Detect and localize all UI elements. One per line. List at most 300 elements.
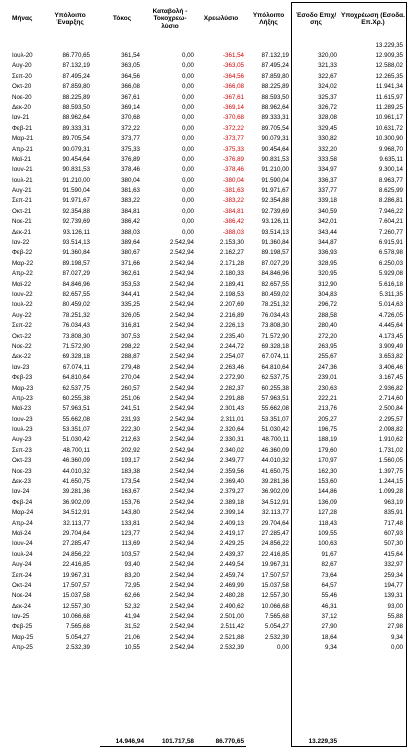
cell-closing-balance: 93.126,11 — [261, 218, 289, 226]
cell-liability: 9.968,70 — [378, 145, 403, 153]
cell-closing-balance: 91.210,00 — [261, 166, 289, 174]
cell-payment: 2.542,94 — [169, 592, 194, 600]
table-row — [0, 622, 409, 632]
table-row — [0, 61, 409, 71]
cell-income: 222,21 — [318, 394, 337, 402]
cell-opening-balance: 87.495,24 — [62, 72, 90, 80]
cell-month: Φεβ-24 — [12, 498, 33, 506]
cell-debit: -364,56 — [223, 72, 244, 80]
header-opening-balance: Υπόλοιπο Έναρξης — [54, 11, 86, 26]
cell-liability: 607,93 — [384, 529, 403, 537]
header-month: Μήνας — [12, 15, 33, 23]
cell-closing-balance: 87.495,24 — [261, 62, 289, 70]
cell-closing-balance: 62.537,75 — [261, 374, 289, 382]
cell-closing-balance: 92.354,88 — [261, 197, 289, 205]
cell-interest: 183,38 — [121, 467, 140, 475]
cell-closing-balance: 12.557,30 — [261, 592, 289, 600]
cell-closing-balance: 90.079,31 — [261, 135, 289, 143]
header-income: Έσοδο Επιχ/σης — [295, 11, 337, 26]
cell-income: 340,59 — [318, 207, 337, 215]
total-debit: 86.770,65 — [215, 738, 244, 745]
table-row — [0, 571, 409, 581]
cell-month: Σεπ-21 — [12, 197, 32, 205]
cell-month: Απρ-23 — [12, 394, 33, 402]
cell-liability: 9,34 — [390, 633, 403, 641]
cell-income: 322,67 — [318, 72, 337, 80]
cell-opening-balance: 24.856,22 — [62, 550, 90, 558]
cell-opening-balance: 92.354,88 — [62, 207, 90, 215]
cell-income: 205,27 — [318, 415, 337, 423]
cell-closing-balance: 88.962,64 — [261, 103, 289, 111]
cell-interest: 316,81 — [121, 322, 140, 330]
cell-interest: 72,95 — [124, 581, 140, 589]
cell-debit: 2.263,46 — [219, 363, 244, 371]
cell-month: Μαϊ-22 — [12, 280, 32, 288]
cell-debit: 2.153,30 — [219, 239, 244, 247]
cell-debit: 2.272,90 — [219, 374, 244, 382]
cell-payment: 2.542,94 — [169, 353, 194, 361]
table-row — [0, 539, 409, 549]
cell-closing-balance: 78.251,32 — [261, 301, 289, 309]
cell-debit: -367,61 — [223, 93, 244, 101]
table-row — [0, 51, 409, 61]
cell-income: 18,64 — [321, 633, 337, 641]
cell-debit: 2.532,39 — [219, 644, 244, 652]
cell-income: 37,12 — [321, 613, 337, 621]
cell-closing-balance: 34.512,91 — [261, 498, 289, 506]
cell-month: Δεκ-20 — [12, 103, 31, 111]
cell-income: 188,19 — [318, 436, 337, 444]
cell-closing-balance: 90.831,53 — [261, 155, 289, 163]
cell-liability: 8.625,99 — [378, 187, 403, 195]
cell-opening-balance: 15.037,58 — [62, 592, 90, 600]
cell-opening-balance: 86.770,65 — [62, 52, 90, 59]
cell-payment: 2.542,94 — [169, 384, 194, 392]
cell-debit: 2.282,37 — [219, 384, 244, 392]
cell-opening-balance: 87.132,19 — [62, 62, 90, 70]
cell-liability: 4.726,05 — [378, 311, 403, 319]
cell-opening-balance: 29.704,64 — [62, 529, 90, 537]
cell-income: 304,83 — [318, 290, 337, 298]
cell-liability: 7.260,77 — [378, 228, 403, 236]
cell-payment: 2.542,94 — [169, 426, 194, 434]
cell-liability: 3.406,46 — [378, 363, 403, 371]
table-row — [0, 591, 409, 601]
cell-month: Μαρ-21 — [12, 135, 34, 143]
header-payment: Καταβολή - Τοκοχρεω- λύσιο — [152, 7, 188, 30]
cell-liability: 9.635,11 — [379, 155, 403, 163]
cell-month: Ιαν-23 — [12, 363, 30, 371]
cell-payment: 0,00 — [181, 155, 194, 163]
header-debit: Χρεωλύσιο — [203, 15, 239, 23]
cell-debit: 2.330,31 — [219, 436, 244, 444]
table-row — [0, 384, 409, 394]
cell-opening-balance: 44.010,32 — [62, 467, 90, 475]
cell-income: 179,60 — [318, 446, 337, 454]
cell-debit: 2.244,72 — [219, 342, 244, 350]
cell-interest: 10,55 — [124, 644, 140, 652]
table-row — [0, 342, 409, 352]
cell-closing-balance: 88.593,50 — [261, 93, 289, 101]
cell-income: 320,00 — [318, 52, 337, 59]
cell-closing-balance: 69.328,18 — [261, 342, 289, 350]
header-interest: Τόκος — [112, 15, 132, 23]
cell-interest: 212,63 — [121, 436, 140, 444]
cell-opening-balance: 88.225,89 — [62, 93, 90, 101]
table-row — [0, 487, 409, 497]
cell-debit: 2.480,28 — [219, 592, 244, 600]
cell-opening-balance: 87.027,29 — [62, 270, 90, 278]
cell-opening-balance: 93.514,13 — [62, 239, 90, 247]
cell-liability: 507,30 — [384, 540, 403, 548]
cell-income: 272,20 — [318, 332, 337, 340]
cell-payment: 2.542,94 — [169, 623, 194, 631]
cell-month: Δεκ-21 — [12, 228, 31, 236]
cell-income: 144,86 — [318, 488, 337, 496]
cell-payment: 0,00 — [181, 218, 194, 226]
cell-payment: 0,00 — [181, 124, 194, 132]
table-row — [0, 186, 409, 196]
table-row — [0, 550, 409, 560]
cell-interest: 62,66 — [124, 592, 140, 600]
income-block-left-border — [291, 2, 292, 747]
cell-closing-balance: 87.132,19 — [261, 52, 289, 59]
cell-debit: 2.429,25 — [219, 540, 244, 548]
cell-closing-balance: 2.532,39 — [264, 633, 289, 641]
cell-month: Μαρ-22 — [12, 259, 34, 267]
cell-debit: 2.469,99 — [219, 581, 244, 589]
cell-debit: 2.449,54 — [219, 561, 244, 569]
table-row — [0, 290, 409, 300]
cell-month: Ιουλ-23 — [12, 426, 33, 434]
cell-payment: 0,00 — [181, 62, 194, 70]
cell-debit: 2.291,88 — [219, 394, 244, 402]
cell-opening-balance: 60.255,38 — [62, 394, 90, 402]
cell-closing-balance: 57.963,51 — [261, 394, 289, 402]
cell-debit: -381,63 — [223, 187, 244, 195]
cell-closing-balance: 82.657,55 — [261, 280, 289, 288]
cell-opening-balance: 93.126,11 — [62, 228, 90, 236]
cell-liability: 93,00 — [387, 602, 403, 610]
cell-debit: -383,22 — [223, 197, 244, 205]
cell-interest: 288,87 — [121, 353, 140, 361]
cell-closing-balance: 44.010,32 — [261, 457, 289, 465]
cell-liability: 6.915,91 — [378, 239, 403, 247]
cell-payment: 2.542,94 — [169, 436, 194, 444]
cell-payment: 2.542,94 — [169, 270, 194, 278]
table-row — [0, 332, 409, 342]
cell-month: Μαρ-24 — [12, 509, 34, 517]
total-income: 13.229,35 — [308, 738, 337, 745]
cell-closing-balance: 0,00 — [276, 644, 289, 652]
table-row — [0, 196, 409, 206]
cell-liability: 2.714,60 — [378, 394, 403, 402]
cell-interest: 372,22 — [121, 124, 140, 132]
cell-liability: 139,31 — [384, 592, 403, 600]
cell-month: Ιουλ-21 — [12, 176, 33, 184]
cell-income: 337,77 — [318, 187, 337, 195]
cell-interest: 93,40 — [124, 561, 140, 569]
cell-opening-balance: 34.512,91 — [62, 509, 90, 517]
cell-payment: 0,00 — [181, 83, 194, 91]
cell-opening-balance: 32.113,77 — [62, 519, 90, 527]
cell-interest: 378,46 — [121, 166, 140, 174]
table-row — [0, 311, 409, 321]
cell-payment: 2.542,94 — [169, 602, 194, 610]
cell-month: Απρ-22 — [12, 270, 33, 278]
table-row — [0, 248, 409, 258]
cell-income: 344,87 — [318, 239, 337, 247]
cell-interest: 366,08 — [121, 83, 140, 91]
cell-payment: 0,00 — [181, 176, 194, 184]
cell-month: Σεπ-20 — [12, 72, 32, 80]
cell-income: 326,72 — [318, 103, 337, 111]
cell-payment: 0,00 — [181, 145, 194, 153]
opening-liability-value: 13.229,35 — [375, 42, 403, 49]
cell-closing-balance: 91.590,04 — [261, 176, 289, 184]
cell-debit: 2.216,89 — [219, 311, 244, 319]
table-row — [0, 467, 409, 477]
cell-closing-balance: 64.810,64 — [261, 363, 289, 371]
cell-interest: 41,94 — [124, 613, 140, 621]
cell-interest: 371,66 — [121, 259, 140, 267]
cell-month: Οκτ-24 — [12, 581, 32, 589]
cell-income: 332,20 — [318, 145, 337, 153]
cell-income: 280,40 — [318, 322, 337, 330]
table-row — [0, 82, 409, 92]
income-block-top-border — [291, 2, 407, 3]
cell-interest: 353,53 — [121, 280, 140, 288]
cell-interest: 193,17 — [121, 457, 140, 465]
cell-payment: 2.542,94 — [169, 467, 194, 475]
header-closing-balance: Υπόλοιπο Λήξης — [252, 11, 285, 26]
cell-liability: 55,88 — [387, 613, 403, 621]
cell-opening-balance: 91.210,00 — [62, 176, 90, 184]
cell-month: Αυγ-21 — [12, 187, 32, 195]
table-row — [0, 612, 409, 622]
cell-closing-balance: 32.113,77 — [261, 509, 289, 517]
cell-debit: -375,33 — [223, 145, 244, 153]
cell-closing-balance: 73.808,30 — [261, 322, 289, 330]
cell-opening-balance: 82.657,55 — [62, 290, 90, 298]
cell-liability: 10.961,17 — [375, 114, 403, 122]
cell-liability: 0,00 — [390, 644, 403, 652]
cell-opening-balance: 22.416,85 — [62, 561, 90, 569]
cell-closing-balance: 91.360,84 — [261, 239, 289, 247]
cell-liability: 4.445,64 — [378, 322, 403, 330]
table-row — [0, 176, 409, 186]
cell-closing-balance: 22.416,85 — [261, 550, 289, 558]
cell-month: Δεκ-23 — [12, 478, 31, 486]
cell-month: Νοε-22 — [12, 342, 32, 350]
cell-debit: -376,89 — [223, 155, 244, 163]
cell-payment: 2.542,94 — [169, 633, 194, 641]
cell-closing-balance: 7.565,68 — [264, 613, 289, 621]
cell-interest: 386,42 — [121, 218, 140, 226]
cell-income: 325,37 — [318, 93, 337, 101]
table-row — [0, 456, 409, 466]
cell-liability: 8.963,77 — [378, 176, 403, 184]
cell-liability: 6.578,98 — [378, 249, 403, 257]
cell-income: 230,63 — [318, 384, 337, 392]
cell-interest: 364,56 — [121, 72, 140, 80]
cell-month: Ιουλ-24 — [12, 550, 33, 558]
cell-income: 288,58 — [318, 311, 337, 319]
cell-month: Μαϊ-23 — [12, 405, 32, 413]
cell-interest: 279,48 — [121, 363, 140, 371]
cell-interest: 361,54 — [121, 52, 140, 59]
cell-interest: 251,06 — [121, 394, 140, 402]
cell-opening-balance: 89.198,57 — [62, 259, 90, 267]
table-row — [0, 446, 409, 456]
cell-payment: 2.542,94 — [169, 394, 194, 402]
cell-month: Φεβ-22 — [12, 249, 33, 257]
cell-income: 109,55 — [318, 529, 337, 537]
cell-payment: 2.542,94 — [169, 249, 194, 257]
cell-debit: 2.349,77 — [219, 457, 244, 465]
income-block-right-border — [406, 2, 407, 747]
cell-debit: 2.189,41 — [219, 280, 244, 288]
cell-liability: 10.631,72 — [375, 124, 403, 132]
cell-debit: 2.389,18 — [219, 498, 244, 506]
cell-debit: 2.254,07 — [219, 353, 244, 361]
cell-income: 136,09 — [318, 498, 337, 506]
cell-month: Σεπ-23 — [12, 446, 32, 454]
table-row — [0, 228, 409, 238]
cell-interest: 383,22 — [121, 197, 140, 205]
cell-closing-balance: 17.507,57 — [261, 571, 289, 579]
cell-interest: 52,32 — [124, 602, 140, 610]
cell-month: Δεκ-22 — [12, 353, 31, 361]
cell-opening-balance: 39.281,36 — [62, 488, 90, 496]
cell-payment: 0,00 — [181, 135, 194, 143]
cell-income: 343,44 — [318, 228, 337, 236]
cell-liability: 1.244,15 — [378, 478, 403, 486]
cell-month: Σεπ-22 — [12, 322, 32, 330]
table-row — [0, 529, 409, 539]
cell-opening-balance: 90.454,64 — [62, 155, 90, 163]
table-row — [0, 321, 409, 331]
cell-opening-balance: 57.963,51 — [62, 405, 90, 413]
cell-opening-balance: 90.079,31 — [62, 145, 90, 153]
cell-closing-balance: 24.856,22 — [261, 540, 289, 548]
cell-interest: 381,63 — [121, 187, 140, 195]
cell-income: 127,28 — [318, 509, 337, 517]
table-row — [0, 363, 409, 373]
cell-opening-balance: 55.662,08 — [62, 415, 90, 423]
cell-liability: 4.173,45 — [378, 332, 403, 340]
cell-debit: 2.198,53 — [219, 290, 244, 298]
cell-month: Ιουν-22 — [12, 290, 33, 298]
cell-month: Ιουν-21 — [12, 166, 33, 174]
cell-closing-balance: 39.281,36 — [261, 478, 289, 486]
cell-income: 328,95 — [318, 259, 337, 267]
cell-payment: 2.542,94 — [169, 322, 194, 330]
table-row — [0, 633, 409, 643]
table-row — [0, 165, 409, 175]
cell-closing-balance: 27.285,47 — [261, 529, 289, 537]
cell-payment: 0,00 — [181, 103, 194, 111]
cell-month: Νοε-23 — [12, 467, 32, 475]
cell-liability: 2.500,84 — [378, 405, 403, 413]
cell-income: 334,97 — [318, 166, 337, 174]
cell-month: Απρ-21 — [12, 145, 33, 153]
cell-closing-balance: 84.846,96 — [261, 270, 289, 278]
cell-month: Απρ-25 — [12, 644, 33, 652]
cell-payment: 0,00 — [181, 228, 194, 236]
cell-month: Ιαν-21 — [12, 114, 30, 122]
cell-income: 329,45 — [318, 124, 337, 132]
cell-interest: 367,61 — [121, 93, 140, 101]
cell-interest: 270,04 — [121, 374, 140, 382]
cell-income: 330,82 — [318, 135, 337, 143]
cell-payment: 2.542,94 — [169, 561, 194, 569]
cell-payment: 2.542,94 — [169, 374, 194, 382]
cell-opening-balance: 78.251,32 — [62, 311, 90, 319]
cell-debit: 2.409,13 — [219, 519, 244, 527]
cell-month: Οκτ-20 — [12, 83, 32, 91]
cell-income: 100,63 — [318, 540, 337, 548]
cell-opening-balance: 89.333,31 — [62, 124, 90, 132]
cell-interest: 373,77 — [121, 135, 140, 143]
cell-debit: 2.320,64 — [219, 426, 244, 434]
table-row — [0, 425, 409, 435]
table-row — [0, 207, 409, 217]
cell-interest: 103,57 — [121, 550, 140, 558]
cell-interest: 380,67 — [121, 249, 140, 257]
cell-closing-balance: 5.054,27 — [264, 623, 289, 631]
cell-month: Νοε-24 — [12, 592, 32, 600]
cell-liability: 3.653,82 — [378, 353, 403, 361]
cell-closing-balance: 89.198,57 — [261, 249, 289, 257]
cell-month: Νοε-20 — [12, 93, 32, 101]
cell-interest: 384,81 — [121, 207, 140, 215]
cell-debit: 2.340,02 — [219, 446, 244, 454]
cell-income: 321,33 — [318, 62, 337, 70]
cell-month: Φεβ-25 — [12, 623, 33, 631]
table-row — [0, 352, 409, 362]
cell-month: Ιουλ-22 — [12, 301, 33, 309]
cell-interest: 83,20 — [124, 571, 140, 579]
cell-closing-balance: 67.074,11 — [261, 353, 289, 361]
cell-income: 9,34 — [324, 644, 337, 652]
cell-opening-balance: 71.572,90 — [62, 342, 90, 350]
cell-debit: 2.162,27 — [219, 249, 244, 257]
cell-income: 196,75 — [318, 426, 337, 434]
cell-debit: 2.180,33 — [219, 270, 244, 278]
cell-closing-balance: 76.034,43 — [261, 311, 289, 319]
cell-liability: 1.099,28 — [378, 488, 403, 496]
cell-debit: 2.171,28 — [219, 259, 244, 267]
cell-debit: 2.459,74 — [219, 571, 244, 579]
cell-debit: 2.511,42 — [220, 623, 244, 631]
cell-interest: 123,77 — [121, 529, 140, 537]
schedule-table-body — [0, 51, 409, 654]
cell-opening-balance: 91.590,04 — [62, 187, 90, 195]
cell-liability: 12.265,35 — [375, 72, 403, 80]
cell-interest: 363,05 — [121, 62, 140, 70]
cell-liability: 259,34 — [384, 571, 403, 579]
cell-opening-balance: 36.902,09 — [62, 498, 90, 506]
cell-month: Νοε-21 — [12, 218, 32, 226]
cell-opening-balance: 53.351,07 — [62, 426, 90, 434]
cell-liability: 194,77 — [384, 581, 403, 589]
cell-payment: 0,00 — [181, 197, 194, 205]
cell-debit: -373,77 — [223, 135, 244, 143]
cell-debit: -370,68 — [223, 114, 244, 122]
cell-income: 170,97 — [318, 457, 337, 465]
cell-month: Μαρ-23 — [12, 384, 34, 392]
